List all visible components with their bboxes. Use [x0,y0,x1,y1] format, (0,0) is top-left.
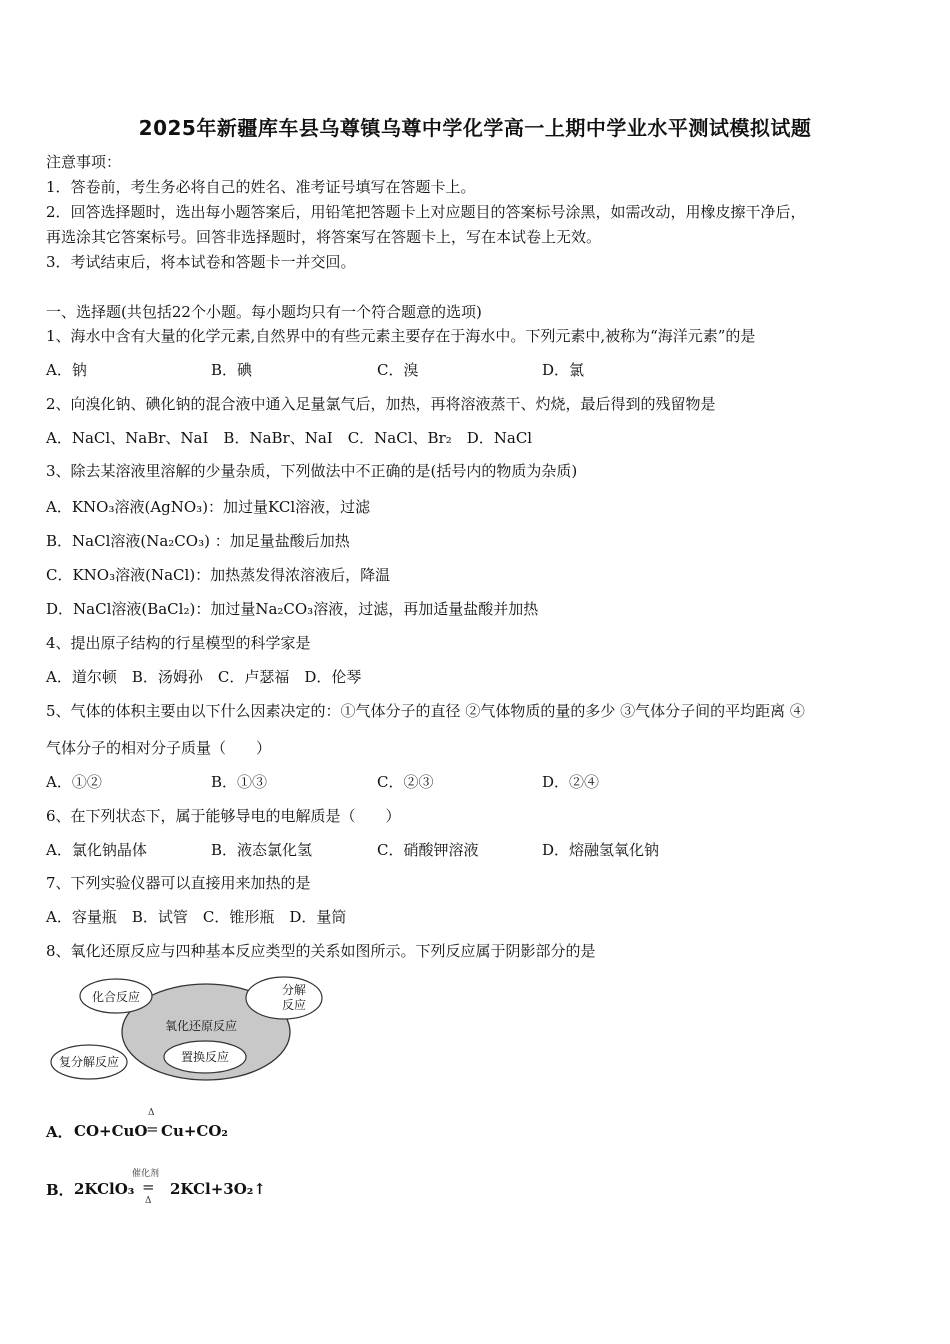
question-8-option-a-label: A． [46,1123,73,1141]
notice-item-2-cont: 再选涂其它答案标号。回答非选择题时，将答案写在答题卡上，写在本试卷上无效。 [46,228,602,246]
question-1-stem: 1、海水中含有大量的化学元素,自然界中的有些元素主要存在于海水中。下列元素中,被称为“海洋元素”的是 [46,327,756,345]
question-5-stem-cont: 气体分子的相对分子质量（ ） [46,739,272,757]
reaction-type-diagram [46,975,336,1085]
question-6-option-c: C．硝酸钾溶液 [377,841,479,859]
question-3-option-b: B．NaCl溶液(Na₂CO₃) ：加足量盐酸后加热 [46,532,350,550]
question-7-options: A．容量瓶 B．试管 C．锥形瓶 D．量筒 [46,908,347,926]
question-3-option-c: C．KNO₃溶液(NaCl)：加热蒸发得浓溶液后，降温 [46,566,391,584]
question-7-stem: 7、下列实验仪器可以直接用来加热的是 [46,874,311,892]
question-5-option-c: C．②③ [377,773,434,791]
question-6-option-d: D．熔融氢氧化钠 [542,841,660,859]
question-1-option-d: D．氯 [542,361,585,379]
question-3-option-a: A．KNO₃溶液(AgNO₃)：加过量KCl溶液，过滤 [46,498,371,516]
replacement-label: 置换反应 [180,1050,230,1064]
question-8-option-b-heat: Δ [145,1196,152,1206]
question-8-option-b-label: B． [46,1181,74,1199]
question-8-option-b-reactants: 2KClO₃ [74,1180,135,1198]
redox-label: 氧化还原反应 [164,1019,238,1033]
question-6-stem: 6、在下列状态下，属于能够导电的电解质是（ ） [46,807,401,825]
question-8-option-b-products: 2KCl+3O₂↑ [170,1180,266,1198]
question-5-option-b: B．①③ [211,773,268,791]
question-5-option-d: D．②④ [542,773,600,791]
question-5-stem: 5、气体的体积主要由以下什么因素决定的：①气体分子的直径 ②气体物质的量的多少 ③气体分子间的平均距离 ④ [46,702,805,720]
question-4-options: A．道尔顿 B．汤姆孙 C．卢瑟福 D．伦琴 [46,668,362,686]
question-3-option-d: D．NaCl溶液(BaCl₂)：加过量Na₂CO₃溶液，过滤，再加适量盐酸并加热 [46,600,539,618]
question-8-option-b-catalyst: 催化剂 [132,1169,160,1179]
question-3-stem: 3、除去某溶液里溶解的少量杂质，下列做法中不正确的是(括号内的物质为杂质) [46,462,578,480]
decomposition-label-2: 反应 [281,998,307,1012]
notice-heading: 注意事项： [46,153,122,171]
question-5-option-a: A．①② [46,773,102,791]
notice-item-2: 2．回答选择题时，选出每小题答案后，用铅笔把答题卡上对应题目的答案标号涂黑，如需改动，用橡皮擦干净后， [46,203,806,221]
question-1-option-a: A．钠 [46,361,87,379]
question-2-stem: 2、向溴化钠、碘化钠的混合液中通入足量氯气后，加热，再将溶液蒸干、灼烧，最后得到的残留物是 [46,395,716,413]
question-8-stem: 8、氧化还原反应与四种基本反应类型的关系如图所示。下列反应属于阴影部分的是 [46,942,596,960]
question-2-options: A．NaCl、NaBr、NaI B．NaBr、NaI C．NaCl、Br₂ D．NaCl [46,429,533,447]
question-8-option-a-condition: Δ [148,1108,155,1118]
question-6-option-a: A．氯化钠晶体 [46,841,147,859]
notice-item-3: 3．考试结束后，将本试卷和答题卡一并交回。 [46,253,356,271]
question-1-option-b: B．碘 [211,361,253,379]
question-8-option-a-equals: = [146,1120,159,1138]
page-title: 2025年新疆库车县乌尊镇乌尊中学化学高一上期中学业水平测试模拟试题 [138,116,812,140]
question-8-option-a-products: Cu+CO₂ [161,1122,228,1140]
question-8-option-a-reactants: CO+CuO [74,1122,148,1140]
question-4-stem: 4、提出原子结构的行星模型的科学家是 [46,634,311,652]
combination-label: 化合反应 [91,990,141,1004]
question-6-option-b: B．液态氯化氢 [211,841,313,859]
question-8-option-b-equals: = [142,1178,155,1196]
double-decomposition-label: 复分解反应 [58,1055,120,1069]
decomposition-label-1: 分解 [281,983,307,997]
section-heading: 一、选择题(共包括22个小题。每小题均只有一个符合题意的选项) [46,303,482,321]
question-1-option-c: C．溴 [377,361,419,379]
notice-item-1: 1．答卷前，考生务必将自己的姓名、准考证号填写在答题卡上。 [46,178,476,196]
